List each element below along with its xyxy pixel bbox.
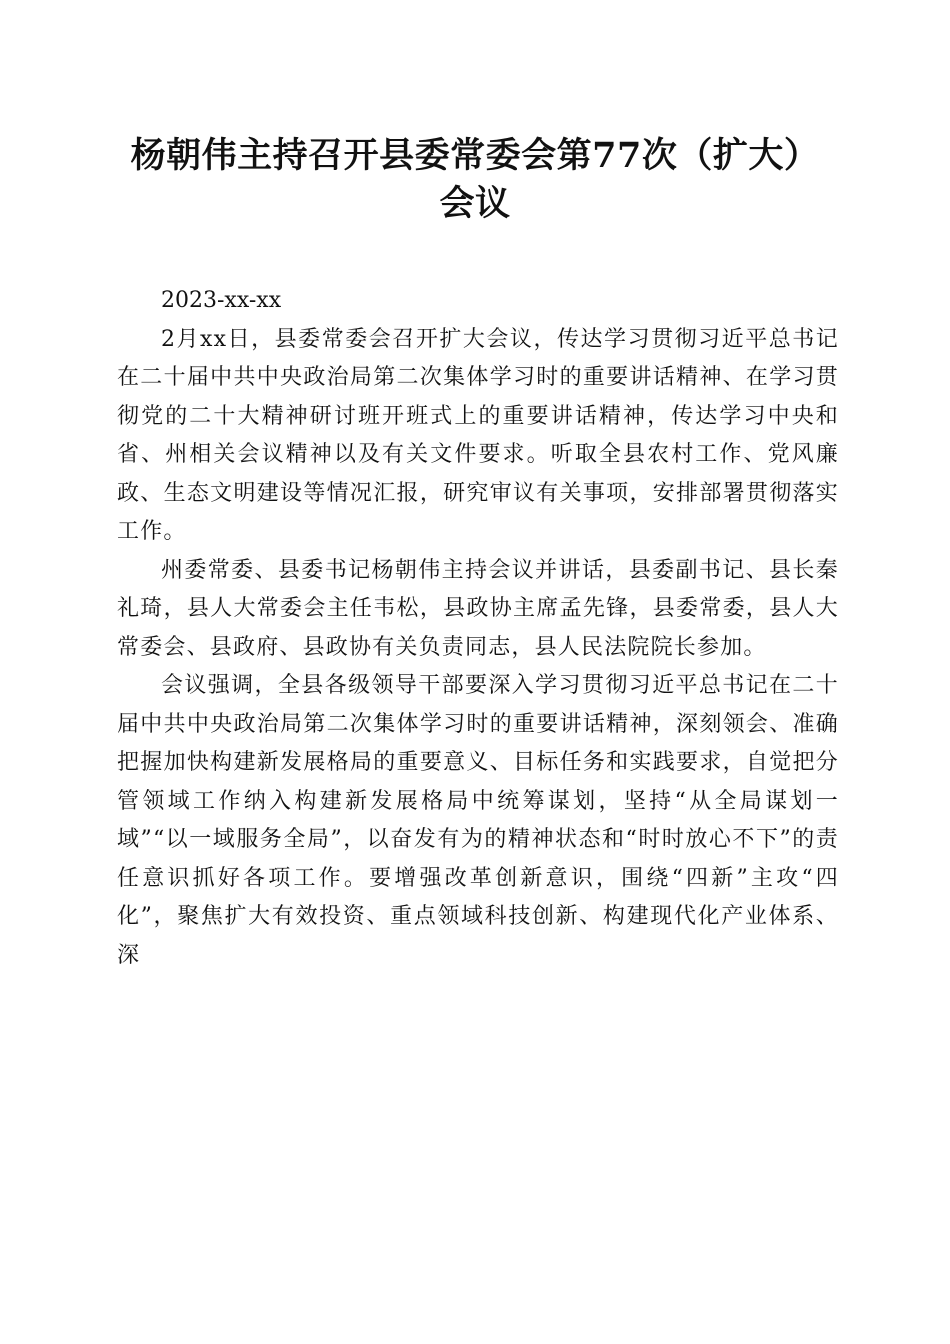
publish-date: 2023-xx-xx: [161, 288, 282, 313]
paragraph-1: 2月xx日，县委常委会召开扩大会议，传达学习贯彻习近平总书记在二十届中共中央政治局第二次集体学习时的重要讲话精神、在学习贯彻党的二十大精神研讨班开班式上的重要讲话精神，传达学习中央和省、州相关会议精神以及有关文件要求。听取全县农村工作、党风廉政、生态文明建设等情况汇报，研究审议有关事项，安排部署贯彻落实工作。: [117, 326, 839, 544]
document-body: [117, 282, 839, 975]
title-line-1: 杨朝伟主持召开县委常委会第77次（扩大）: [130, 135, 820, 176]
title-line-2: 会议: [439, 183, 511, 224]
document-title: [100, 132, 850, 228]
paragraph-2: 州委常委、县委书记杨朝伟主持会议并讲话，县委副书记、县长秦礼琦，县人大常委会主任韦松，县政协主席孟先锋，县委常委，县人大常委会、县政府、县政协有关负责同志，县人民法院院长参加。: [117, 557, 839, 660]
paragraph-3: 会议强调，全县各级领导干部要深入学习贯彻习近平总书记在二十届中共中央政治局第二次集体学习时的重要讲话精神，深刻领会、准确把握加快构建新发展格局的重要意义、目标任务和实践要求，自觉把分管领域工作纳入构建新发展格局中统筹谋划，坚持“从全局谋划一域”“以一域服务全局”，以奋发有为的精神状态和“时时放心不下”的责任意识抓好各项工作。要增强改革创新意识，围绕“四新”主攻“四化”，聚焦扩大有效投资、重点领域科技创新、构建现代化产业体系、深: [117, 673, 839, 968]
